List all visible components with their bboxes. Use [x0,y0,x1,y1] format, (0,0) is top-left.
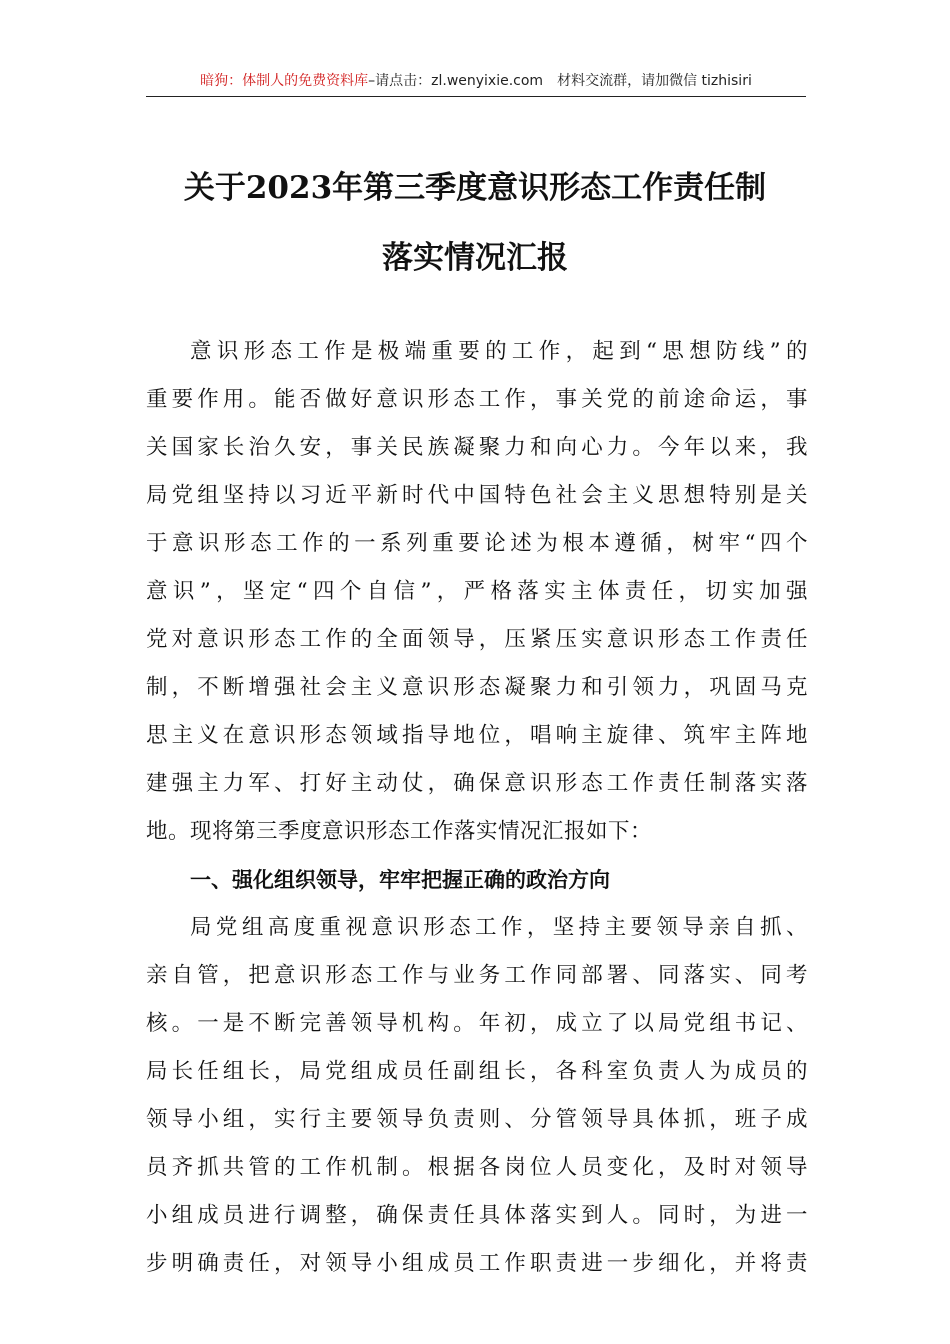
intro-line: 制，不断增强社会主义意识形态凝聚力和引领力，巩固马克 [146,675,808,700]
document-header [146,70,806,97]
section-1-line: 领导小组，实行主要领导负责则、分管领导具体抓，班子成 [146,1107,808,1132]
header-url-link[interactable]: zl.wenyixie.com [431,73,544,89]
intro-line: 地。现将第三季度意识形态工作落实情况汇报如下： [146,819,653,844]
section-1-heading: 一、强化组织领导，牢牢把握正确的政治方向 [190,868,610,892]
header-click-prompt: –请点击： [368,73,432,89]
section-1-line: 小组成员进行调整，确保责任具体落实到人。同时，为进一 [146,1203,808,1228]
document-title-line-2: 落实情况汇报 [382,240,568,276]
section-1-line: 员齐抓共管的工作机制。根据各岗位人员变化，及时对领导 [146,1155,808,1180]
intro-line: 重要作用。能否做好意识形态工作，事关党的前途命运，事 [146,387,808,412]
header-wechat-note: 材料交流群，请加微信 tizhisiri [557,73,752,89]
section-1-line: 核。一是不断完善领导机构。年初，成立了以局党组书记、 [146,1011,808,1036]
intro-line: 党对意识形态工作的全面领导，压紧压实意识形态工作责任 [146,627,808,652]
section-1-line: 亲自管，把意识形态工作与业务工作同部署、同落实、同考 [146,963,808,988]
section-1-line: 步明确责任，对领导小组成员工作职责进一步细化，并将责 [146,1251,808,1276]
header-site-name: 暗狗：体制人的免费资料库 [200,73,369,89]
intro-line: 关国家长治久安，事关民族凝聚力和向心力。今年以来，我 [146,435,808,460]
intro-line: 思主义在意识形态领域指导地位，唱响主旋律、筑牢主阵地 [146,723,808,748]
intro-line: 于意识形态工作的一系列重要论述为根本遵循，树牢“四个 [146,531,808,556]
intro-line: 局党组坚持以习近平新时代中国特色社会主义思想特别是关 [146,483,808,508]
intro-line: 意识形态工作是极端重要的工作，起到“思想防线”的 [190,339,808,364]
document-body [146,328,808,1288]
intro-line: 建强主力军、打好主动仗，确保意识形态工作责任制落实落 [146,771,808,796]
document-title-line-1: 关于2023年第三季度意识形态工作责任制 [183,170,767,206]
section-1-line: 局党组高度重视意识形态工作，坚持主要领导亲自抓、 [190,915,808,940]
section-1-line: 局长任组长，局党组成员任副组长，各科室负责人为成员的 [146,1059,808,1084]
intro-line: 意识”，坚定“四个自信”，严格落实主体责任，切实加强 [146,579,808,604]
